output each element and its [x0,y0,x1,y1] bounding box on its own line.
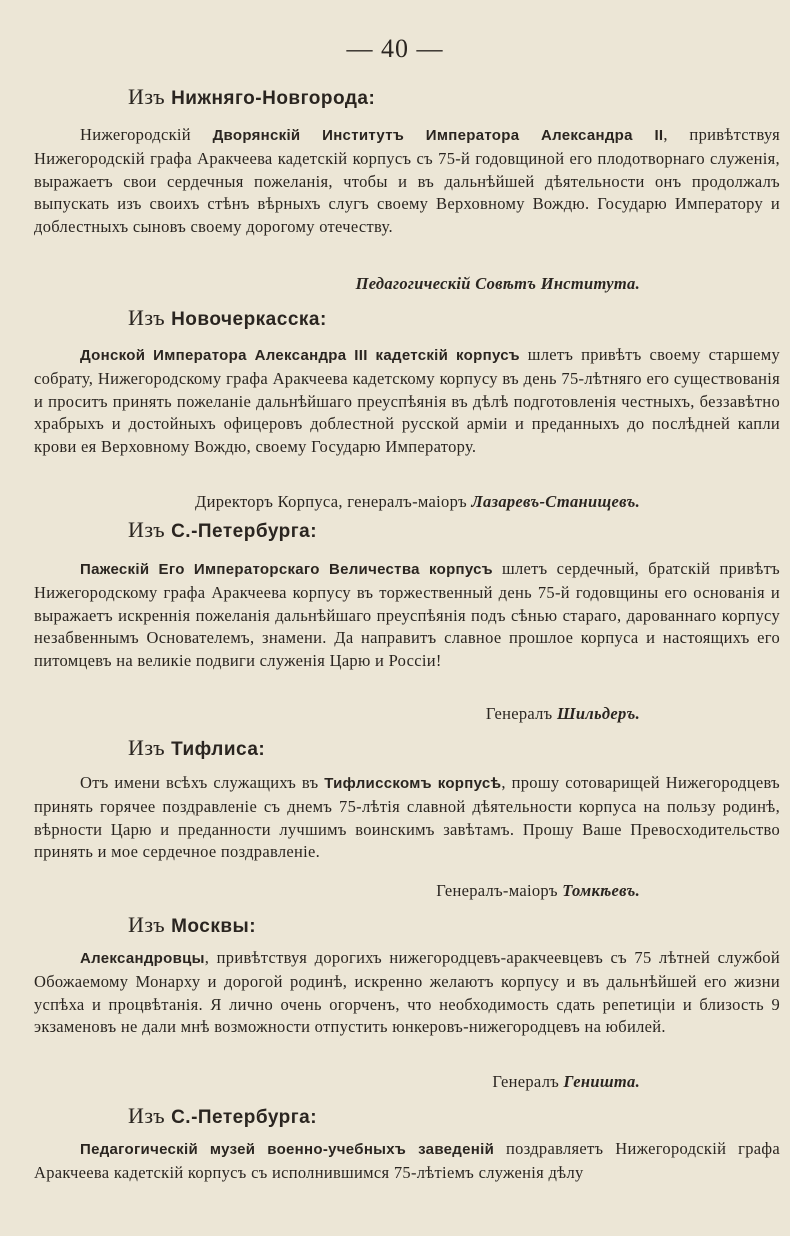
signature-name: Педагогическій Совѣтъ Института. [355,274,640,293]
section-paragraph [34,1138,780,1185]
heading-city: Нижняго-Новгорода: [171,88,376,109]
paragraph-text: Нижегородскій [80,125,213,144]
paragraph-text: , привѣтствуя дорогихъ нижегородцевъ-аракчеевцевъ съ 75 лѣтней службой Обожаемому Монарху и дорогой родинѣ, искренно желаютъ корпусу и въ дальнѣйшей его жизни успѣха и процвѣтанія. Я лично очень огорченъ, что необходимость сдать репетиціи и близость 9 экзаменовъ не дали мнѣ возможности отпустить юнкеровъ-нижегородцевъ на юбилей. [34,948,780,1037]
heading-prefix: Изъ [128,84,166,109]
paragraph-bold-text: Педагогическій музей военно-учебныхъ заведеній [80,1141,495,1158]
paragraph-bold-text: Дворянскій Институтъ Императора Александра II [212,127,664,144]
heading-prefix: Изъ [128,735,166,760]
signature [436,881,640,901]
section-paragraph [34,124,780,239]
paragraph-text: поздравляетъ Нижегородскій графа Аракчеева кадетскій корпусъ съ исполнившимся 75-лѣтіемъ служенія дѣлу [34,1139,780,1182]
section-heading [128,305,327,331]
signature-name: Геништа. [563,1072,640,1091]
heading-city: С.-Петербурга: [171,1107,318,1128]
paragraph-bold-text: Донской Императора Александра III кадетскій корпусъ [80,347,520,364]
heading-prefix: Изъ [128,912,166,937]
heading-city: С.-Петербурга: [171,521,318,542]
signature [195,492,640,512]
section-heading [128,1103,317,1129]
signature-title: Генералъ [485,704,557,723]
paragraph-bold-text: Пажескій Его Императорскаго Величества корпусъ [80,561,493,578]
section-heading [128,517,317,543]
section-heading [128,735,265,761]
heading-city: Тифлиса: [171,739,266,760]
heading-city: Новочеркасска: [171,309,327,330]
section-paragraph [34,344,780,459]
heading-prefix: Изъ [128,1103,166,1128]
signature-name: Шильдеръ. [556,704,640,723]
section-paragraph [34,772,780,864]
paragraph-bold-text: Тифлисскомъ корпусѣ [324,775,502,792]
heading-city: Москвы: [171,916,257,937]
signature [486,704,640,724]
page-number: — 40 — [346,34,444,63]
signature [492,1072,640,1092]
heading-prefix: Изъ [128,517,166,542]
paragraph-text: Отъ имени всѣхъ служащихъ въ [80,773,325,792]
signature-title: Генералъ [492,1072,564,1091]
signature-name: Томкѣевъ. [562,881,640,900]
signature [356,274,640,294]
paragraph-text: шлетъ сердечный, братскій привѣтъ Нижегородскому графа Аракчеева корпусу въ торжественный день 75-й годовщины его основанія и выражаетъ искреннія пожеланія дальнѣйшаго преуспѣянія подъ сѣнью стараго, дарованнаго корпусу незабвеннымъ Основателемъ, знамени. Да направитъ славное прошлое корпуса и настоящихъ его питомцевъ на великіе подвиги служенія Царю и Россіи! [34,559,780,671]
signature-title: Генералъ-маіоръ [436,881,563,900]
paragraph-bold-text: Александровцы [80,950,205,967]
section-paragraph [34,947,780,1039]
section-heading [128,912,256,938]
signature-name: Лазаревъ-Станищевъ. [471,492,640,511]
section-paragraph [34,558,780,673]
heading-prefix: Изъ [128,305,166,330]
paragraph-text: , прошу сотоварищей Нижегородцевъ принять горячее поздравленіе съ днемъ 75-лѣтія славной дѣятельности корпуса на пользу родинѣ, вѣрности Царю и преданности лучшимъ воинскимъ завѣтамъ. Прошу Ваше Превосходительство принять и мое сердечное поздравленіе. [34,773,780,862]
paragraph-text: шлетъ привѣтъ своему старшему собрату, Нижегородскому графа Аракчеева кадетскому корпусу въ день 75-лѣтняго его существованія и проситъ принять пожеланіе дальнѣйшаго преуспѣянія въ дѣлѣ подготовленія честныхъ, беззавѣтно храбрыхъ и достойныхъ офицеровъ доблестной русской арміи и преданныхъ до послѣдней капли крови ея Верховному Вождю, своему Государю Императору. [34,345,780,457]
section-heading [128,84,375,110]
paragraph-text: , привѣтствуя Нижегородскій графа Аракчеева кадетскій корпусъ съ 75-й годовщиной его плодотворнаго служенія, выражаетъ свои сердечныя пожеланія, чтобы и въ дальнѣйшей дѣятельности онъ продолжалъ выпускать изъ своихъ стѣнъ вѣрныхъ слугъ своему Верховному Вождю. Государю Императору и доблестныхъ сыновъ своему дорогому отечеству. [34,125,780,237]
signature-title: Директоръ Корпуса, генералъ-маіоръ [195,492,472,511]
